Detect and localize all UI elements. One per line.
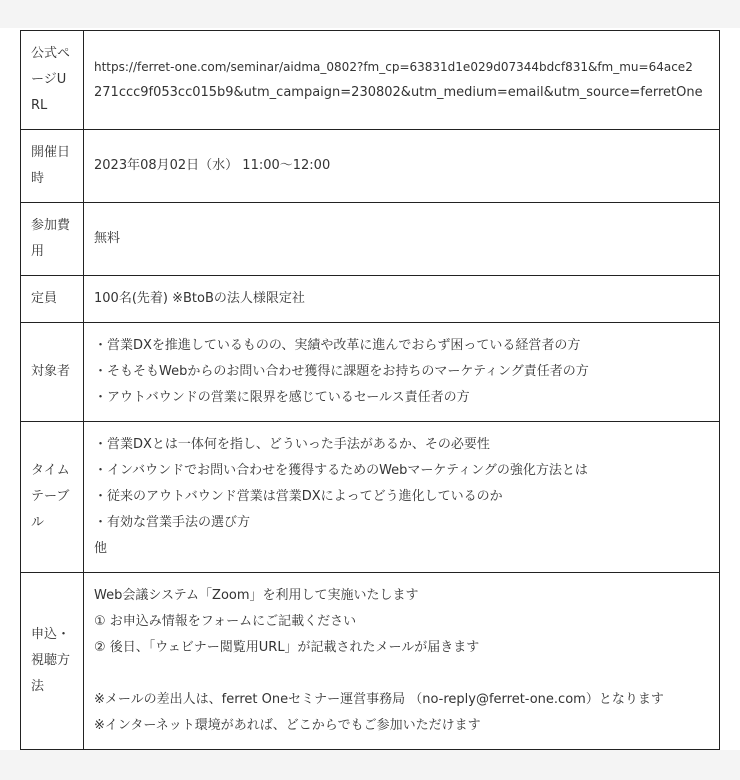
content-area <box>0 28 740 750</box>
value-application <box>84 573 720 750</box>
row-url <box>21 31 720 130</box>
label-url <box>21 31 84 130</box>
list-item: ・従来のアウトバウンド営業は営業DXによってどう進化しているのか <box>94 489 503 504</box>
value-line: 無料 <box>94 231 121 246</box>
value-date <box>84 130 720 203</box>
url-link-line[interactable]: 271ccc9f053cc015b9&utm_campaign=230802&utm_medium=email&utm_source=ferretOne <box>94 85 703 100</box>
value-line: ※メールの差出人は、ferret Oneセミナー運営事務局 （no-reply@ferret-one.com）となります <box>94 692 664 707</box>
seminar-info-table <box>20 30 720 750</box>
label-line: ル <box>31 515 45 530</box>
list-item: 他 <box>94 541 108 556</box>
top-band <box>0 0 740 28</box>
label-timetable <box>21 422 84 573</box>
value-line: 100名(先着) ※BtoBの法人様限定社 <box>94 291 305 306</box>
blank-line <box>94 661 709 687</box>
row-application <box>21 573 720 750</box>
label-line: 申込・ <box>31 627 71 642</box>
bottom-band <box>0 750 740 780</box>
url-link-line[interactable]: https://ferret-one.com/seminar/aidma_0802?fm_cp=63831d1e029d07344bdcf831&fm_mu=64ace2 <box>94 60 693 74</box>
value-line: ② 後日、「ウェビナー閲覧用URL」が記載されたメールが届きます <box>94 640 480 655</box>
label-target <box>21 323 84 422</box>
value-target <box>84 323 720 422</box>
value-fee <box>84 203 720 276</box>
label-line: ージU <box>31 72 67 87</box>
value-line: 2023年08月02日（水） 11:00〜12:00 <box>94 158 331 173</box>
label-line: RL <box>31 98 48 113</box>
list-item: ・営業DXを推進しているものの、実績や改革に進んでおらず困っている経営者の方 <box>94 338 581 353</box>
row-capacity <box>21 276 720 323</box>
list-item: ・アウトバウンドの営業に限界を感じているセールス責任者の方 <box>94 390 470 405</box>
label-line: 時 <box>31 171 45 186</box>
list-item: ・インバウンドでお問い合わせを獲得するためのWebマーケティングの強化方法とは <box>94 463 588 478</box>
label-application <box>21 573 84 750</box>
label-line: 開催日 <box>31 145 71 160</box>
value-line: ① お申込み情報をフォームにご記載ください <box>94 614 357 629</box>
label-line: 法 <box>31 679 45 694</box>
row-timetable <box>21 422 720 573</box>
row-fee <box>21 203 720 276</box>
label-date <box>21 130 84 203</box>
value-timetable <box>84 422 720 573</box>
list-item: ・有効な営業手法の選び方 <box>94 515 251 530</box>
row-date <box>21 130 720 203</box>
label-line: 用 <box>31 244 45 259</box>
label-line: 公式ペ <box>31 46 71 61</box>
label-line: タイム <box>31 463 70 478</box>
value-url <box>84 31 720 130</box>
label-line: 視聴方 <box>31 653 71 668</box>
row-target <box>21 323 720 422</box>
label-fee <box>21 203 84 276</box>
value-capacity <box>84 276 720 323</box>
list-item: ・営業DXとは一体何を指し、どういった手法があるか、その必要性 <box>94 437 490 452</box>
value-line: Web会議システム「Zoom」を利用して実施いたします <box>94 588 419 603</box>
label-line: 参加費 <box>31 218 71 233</box>
list-item: ・そもそもWebからのお問い合わせ獲得に課題をお持ちのマーケティング責任者の方 <box>94 364 589 379</box>
label-capacity <box>21 276 84 323</box>
value-line: ※インターネット環境があれば、どこからでもご参加いただけます <box>94 718 481 733</box>
label-line: 定員 <box>31 291 58 306</box>
label-line: 対象者 <box>31 364 71 379</box>
label-line: テーブ <box>31 489 70 504</box>
